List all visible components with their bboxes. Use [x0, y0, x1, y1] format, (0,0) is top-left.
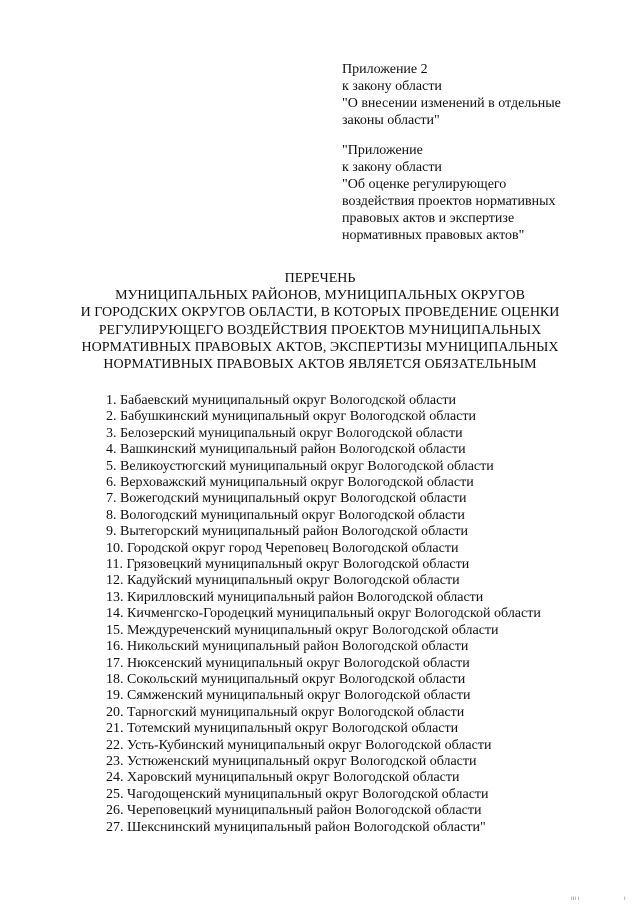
appendix-line: законы области": [342, 113, 440, 128]
list-item: 6. Верховажский муниципальный округ Вологодской области: [106, 475, 474, 491]
original-appendix-line: нормативных правовых актов": [342, 228, 525, 243]
appendix-line: "О внесении изменений в отдельные: [342, 96, 561, 111]
list-item: 16. Никольский муниципальный район Вологодской области: [106, 639, 469, 655]
list-item: 14. Кичменгско-Городецкий муниципальный округ Вологодской области: [106, 606, 541, 622]
list-item: 4. Вашкинский муниципальный район Вологодской области: [106, 442, 466, 458]
original-appendix-line: воздействия проектов нормативных: [342, 194, 556, 209]
document-title: [20, 270, 620, 373]
list-item: 2. Бабушкинский муниципальный округ Вологодской области: [106, 409, 477, 425]
list-item: 7. Вожегодский муниципальный округ Вологодской области: [106, 491, 467, 507]
original-appendix-line: "Приложение: [342, 143, 423, 158]
list-item: 5. Великоустюгский муниципальный округ Вологодской области: [106, 458, 494, 474]
municipalities-list: [106, 393, 626, 836]
list-item: 20. Тарногский муниципальный округ Вологодской области: [106, 704, 465, 720]
list-item: 22. Усть-Кубинский муниципальный округ Вологодской области: [106, 737, 492, 753]
list-item: 12. Кадуйский муниципальный округ Вологодской области: [106, 573, 460, 589]
list-item: 19. Сямженский муниципальный округ Вологодской области: [106, 688, 471, 704]
list-item: 9. Вытегорский муниципальный район Вологодской области: [106, 524, 468, 540]
list-item: 25. Чагодощенский муниципальный округ Вологодской области: [106, 786, 489, 802]
list-item: 10. Городской округ город Череповец Вологодской области: [106, 540, 459, 556]
footer-mark: ı: [624, 895, 626, 902]
list-item: 27. Шекснинский муниципальный район Вологодской области": [106, 819, 486, 835]
list-item: 24. Харовский муниципальный округ Вологодской области: [106, 770, 460, 786]
title-line: МУНИЦИПАЛЬНЫХ РАЙОНОВ, МУНИЦИПАЛЬНЫХ ОКРУГОВ: [115, 288, 525, 304]
list-item: 15. Междуреченский муниципальный округ Вологодской области: [106, 622, 499, 638]
appendix-line: Приложение 2: [342, 62, 428, 77]
appendix-line: к закону области: [342, 79, 442, 94]
footer-mark: ııı ı: [571, 895, 580, 902]
list-item: 26. Череповецкий муниципальный район Вологодской области: [106, 803, 482, 819]
original-appendix-line: к закону области: [342, 160, 442, 175]
title-line: НОРМАТИВНЫХ ПРАВОВЫХ АКТОВ ЯВЛЯЕТСЯ ОБЯЗАТЕЛЬНЫМ: [103, 357, 537, 373]
list-item: 8. Вологодский муниципальный округ Вологодской области: [106, 507, 465, 523]
list-item: 18. Сокольский муниципальный округ Вологодской области: [106, 671, 466, 687]
original-appendix-header: [342, 142, 622, 244]
original-appendix-line: правовых актов и экспертизе: [342, 211, 515, 226]
title-line: ПЕРЕЧЕНЬ: [284, 271, 356, 286]
list-item: 3. Белозерский муниципальный округ Вологодской области: [106, 425, 463, 441]
list-item: 1. Бабаевский муниципальный округ Вологодской области: [106, 393, 456, 408]
list-item: 11. Грязовецкий муниципальный округ Вологодской области: [106, 557, 470, 573]
list-item: 13. Кирилловский муниципальный район Вологодской области: [106, 589, 484, 605]
list-item: 23. Устюженский муниципальный округ Вологодской области: [106, 753, 477, 769]
list-item: 21. Тотемский муниципальный округ Вологодской области: [106, 721, 459, 737]
title-line: РЕГУЛИРУЮЩЕГО ВОЗДЕЙСТВИЯ ПРОЕКТОВ МУНИЦИПАЛЬНЫХ: [98, 322, 542, 338]
title-line: НОРМАТИВНЫХ ПРАВОВЫХ АКТОВ, ЭКСПЕРТИЗЫ МУНИЦИПАЛЬНЫХ: [81, 339, 559, 355]
appendix-header: [342, 61, 622, 129]
list-item: 17. Нюксенский муниципальный округ Вологодской области: [106, 655, 470, 671]
original-appendix-line: "Об оценке регулирующего: [342, 177, 507, 192]
title-line: И ГОРОДСКИХ ОКРУГОВ ОБЛАСТИ, В КОТОРЫХ ПРОВЕДЕНИЕ ОЦЕНКИ: [80, 305, 560, 321]
